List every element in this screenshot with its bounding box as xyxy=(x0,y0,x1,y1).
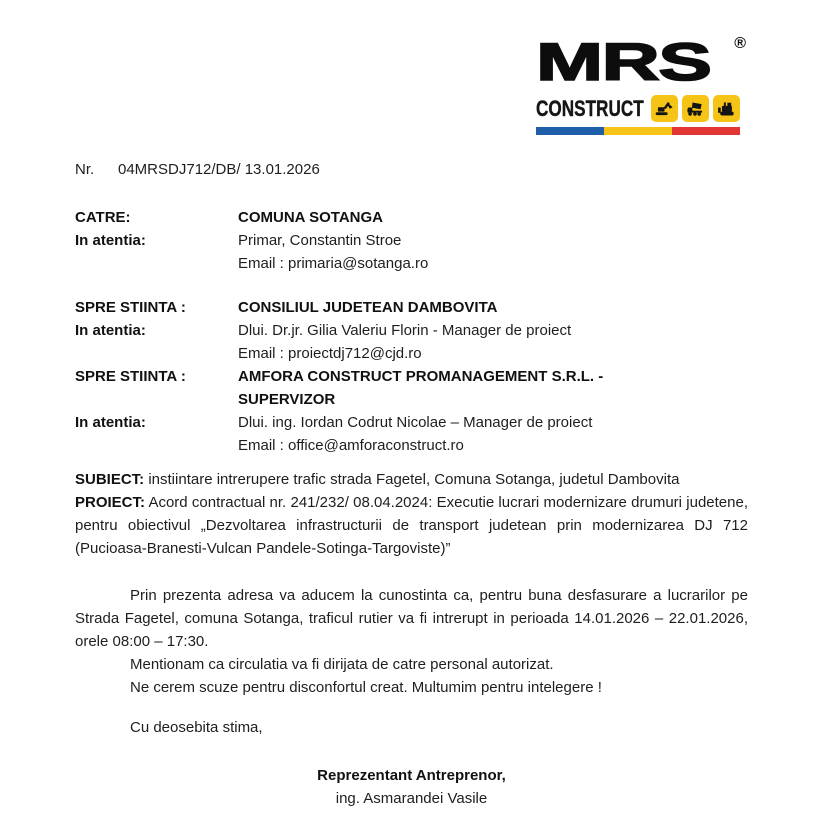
cc2-email: Email : office@amforaconstruct.ro xyxy=(238,437,464,454)
logo-brand-text: MRS xyxy=(536,33,711,92)
closing-salutation: Cu deosebita stima, xyxy=(130,719,263,736)
project-label: PROIECT: xyxy=(75,494,146,511)
to-email: Email : primaria@sotanga.ro xyxy=(238,255,429,272)
body-paragraph-1: Prin prezenta adresa va aducem la cunostinta ca, pentru buna desfasurare a lucrarilor pe Strada Fagetel, comuna Sotanga, traficul rutier va fi intrerupt in perioada 14.01.2026 – 22.01.2026, orele 08:00 – 17:30. xyxy=(75,587,748,650)
subject-line xyxy=(75,468,748,491)
project-line xyxy=(75,491,748,560)
to-attention-person: Primar, Constantin Stroe xyxy=(238,232,402,249)
attention-label: In atentia: xyxy=(75,414,146,431)
reference-number: 04MRSDJ712/DB/ 13.01.2026 xyxy=(118,161,320,178)
body-paragraph-2: Mentionam ca circulatia va fi dirijata de catre personal autorizat. xyxy=(130,656,554,673)
cc1-email: Email : proiectdj712@cjd.ro xyxy=(238,345,422,362)
subject-project-block xyxy=(75,468,748,560)
signature-name: ing. Asmarandei Vasile xyxy=(335,790,488,807)
subject-text: instiintare intrerupere trafic strada Fagetel, Comuna Sotanga, judetul Dambovita xyxy=(148,471,680,488)
recipient-block-cc2 xyxy=(75,365,748,457)
logo-subtitle-text: CONSTRUCT xyxy=(536,96,644,121)
cc1-label: SPRE STIINTA : xyxy=(75,299,186,316)
letter-body xyxy=(75,0,748,810)
reference-line xyxy=(75,158,748,181)
registered-trademark-icon: ® xyxy=(734,35,746,52)
attention-label: In atentia: xyxy=(75,322,146,339)
to-name: COMUNA SOTANGA xyxy=(238,209,383,226)
reference-label: Nr. xyxy=(75,161,95,178)
subject-label: SUBIECT: xyxy=(75,471,145,488)
body-paragraph-3: Ne cerem scuze pentru disconfortul creat. Multumim pentru intelegere ! xyxy=(130,679,602,696)
cc1-attention-person: Dlui. Dr.jr. Gilia Valeriu Florin - Manager de proiect xyxy=(238,322,572,339)
cc2-name-line1: AMFORA CONSTRUCT PROMANAGEMENT S.R.L. - xyxy=(238,368,604,385)
to-label: CATRE: xyxy=(75,209,131,226)
attention-label: In atentia: xyxy=(75,232,146,249)
cc2-attention-person: Dlui. ing. Iordan Codrut Nicolae – Manager de proiect xyxy=(238,414,593,431)
recipient-block-to xyxy=(75,206,748,275)
cc1-name: CONSILIUL JUDETEAN DAMBOVITA xyxy=(238,299,498,316)
signature-title: Reprezentant Antreprenor, xyxy=(317,767,506,784)
project-text: Acord contractual nr. 241/232/ 08.04.2024: Executie lucrari modernizare drumuri judetene, pentru obiectivul „Dezvoltarea infrastructurii de transport judetean prin modernizarea DJ 712 (Pucioasa-Branesti-Vulcan Pandele-Sotinga-Targoviste)” xyxy=(75,494,748,557)
recipient-block-cc1 xyxy=(75,296,748,365)
cc2-name-line2: SUPERVIZOR xyxy=(238,391,336,408)
cc2-label: SPRE STIINTA : xyxy=(75,368,186,385)
